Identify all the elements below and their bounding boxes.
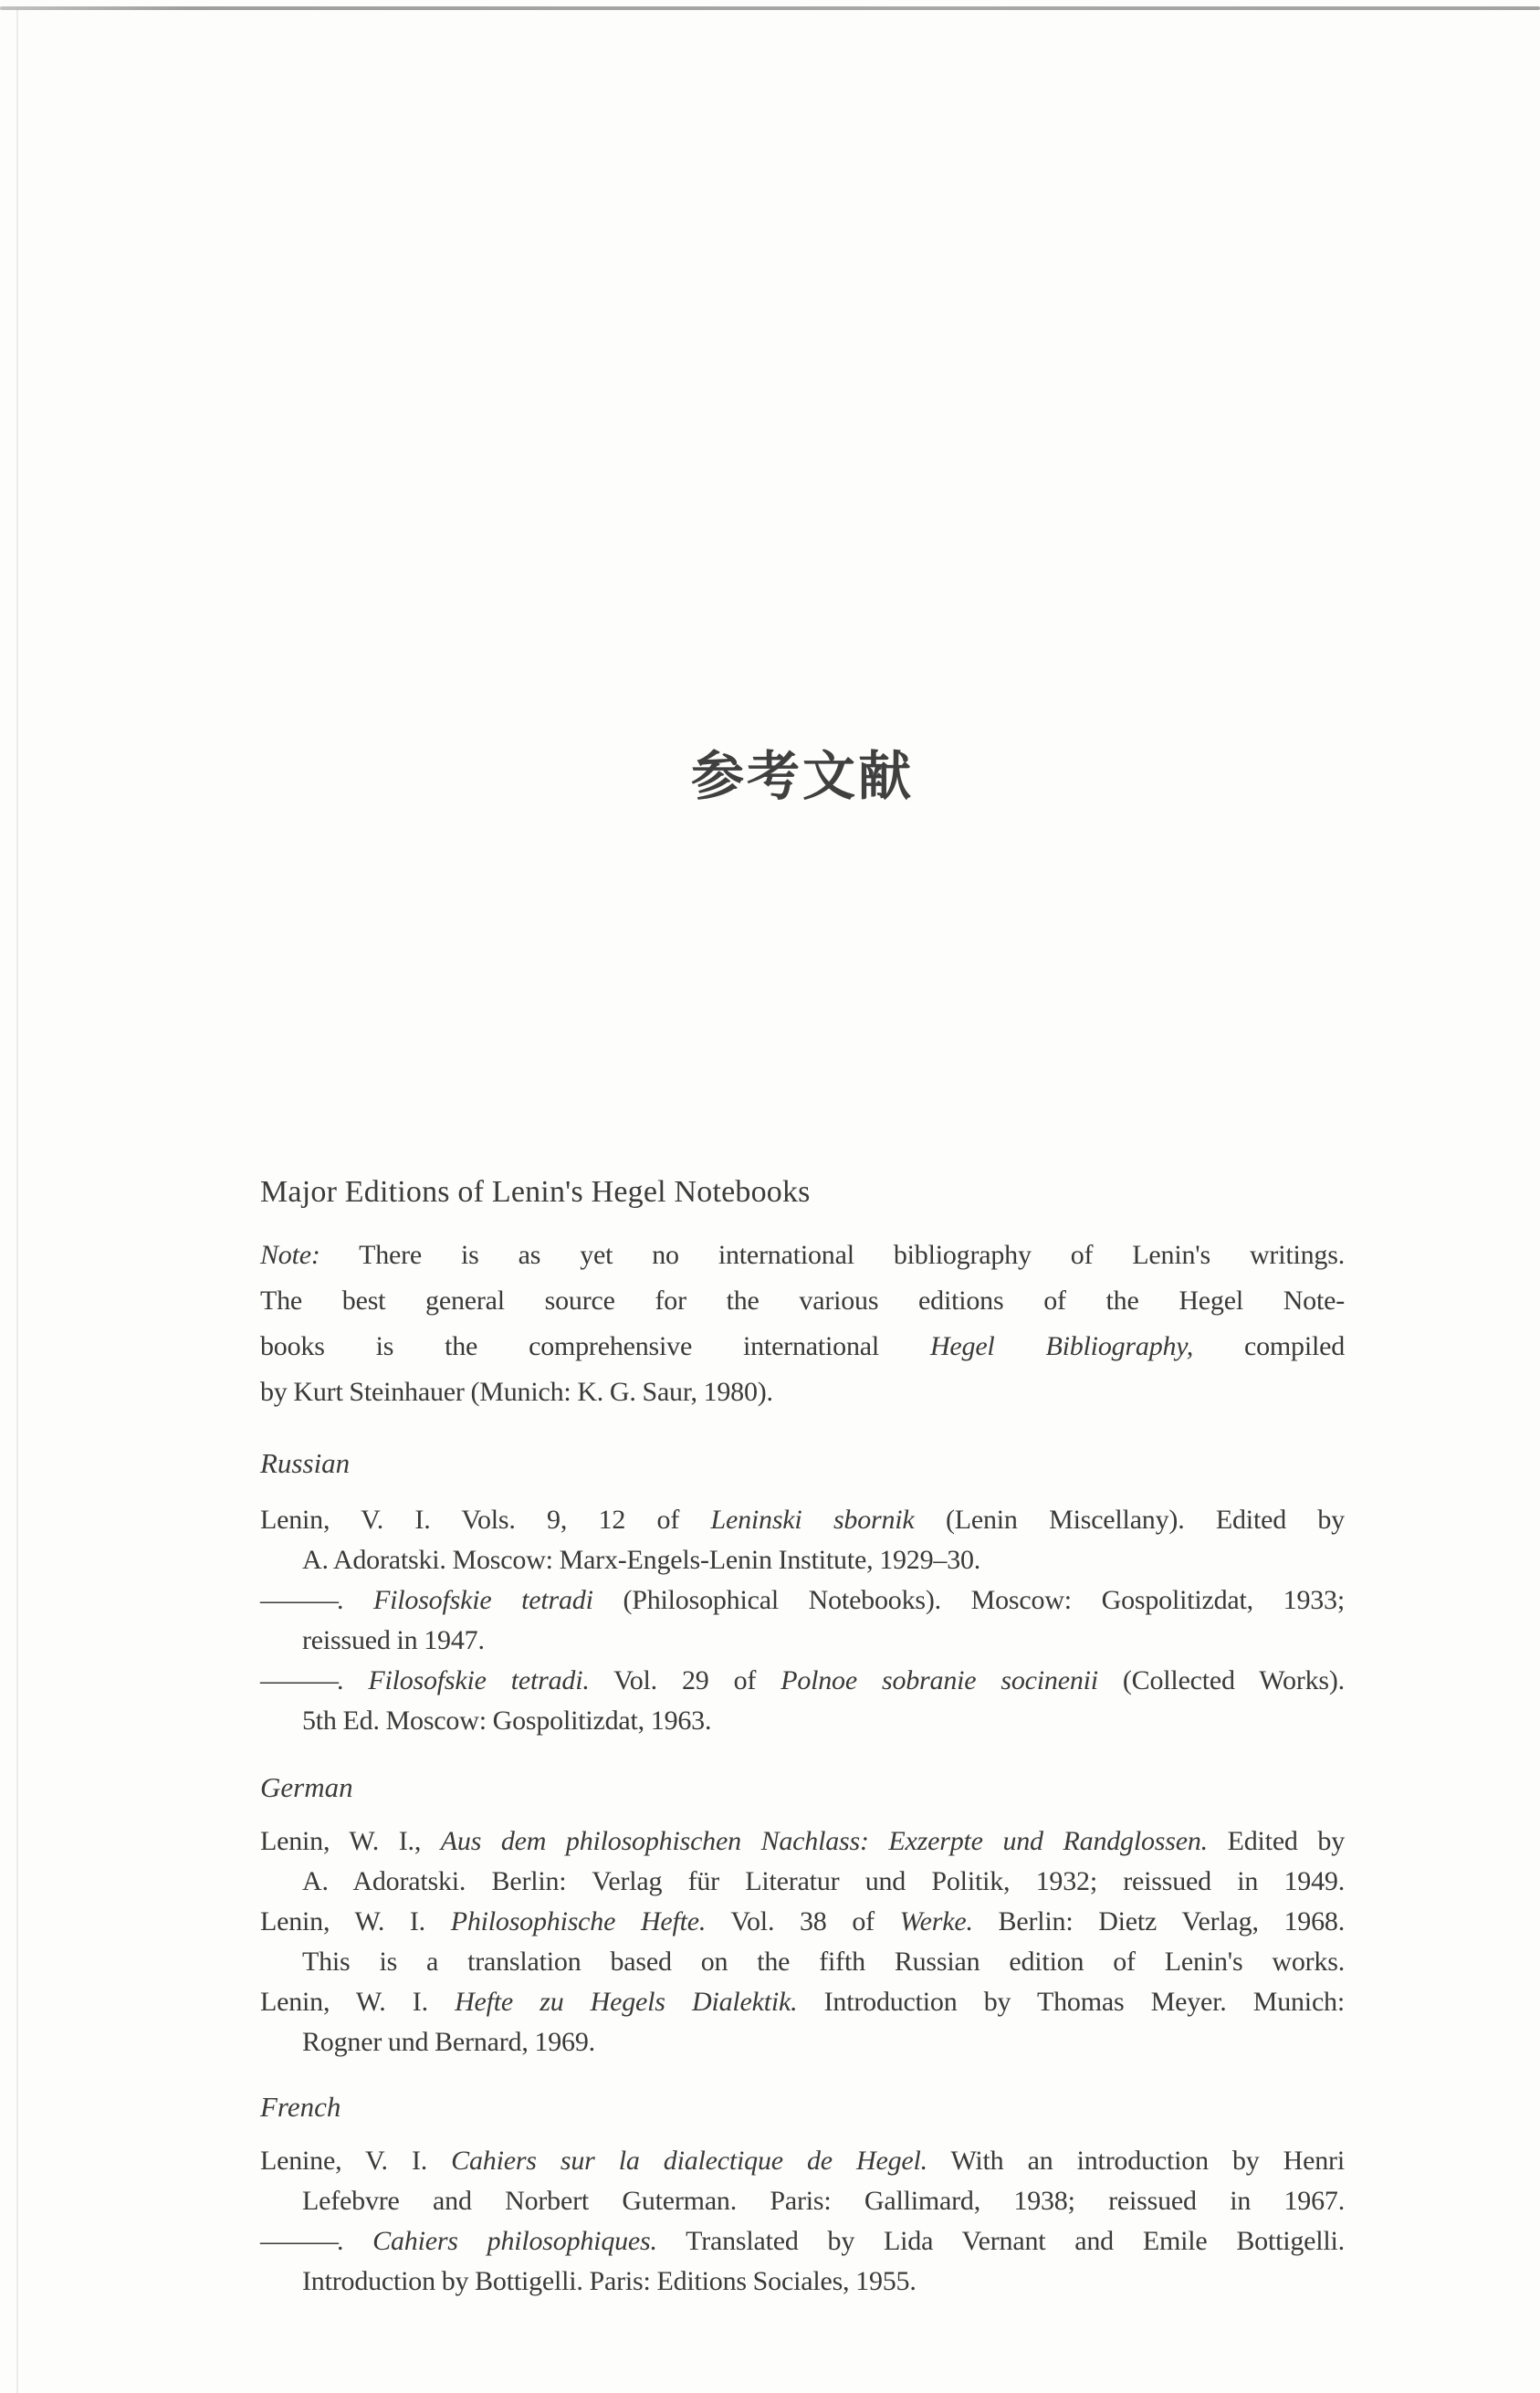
note-line (260, 1233, 1345, 1278)
work-title-segment: Aus dem philosophischen Nachlass: Exzerpte und Randglossen. (440, 1826, 1208, 1856)
bib-line (260, 1902, 1345, 1942)
bibliography-heading: Major Editions of Lenin's Hegel Notebooks (260, 1175, 811, 1209)
bib-line (260, 2181, 1345, 2221)
text-segment: Lenin, W. I. (260, 1906, 451, 1936)
work-title-segment: Filosofskie tetradi (373, 1585, 593, 1615)
author-ditto-dash: ——— (260, 1665, 337, 1695)
note-line (260, 1324, 1345, 1370)
text-segment: . (337, 1585, 373, 1615)
text-segment: compiled (1193, 1331, 1346, 1361)
bib-line (260, 1821, 1345, 1862)
page-title: 参考文献 (690, 745, 914, 807)
text-segment: 5th Ed. Moscow: Gospolitizdat, 1963. (302, 1706, 712, 1736)
text-segment: There is as yet no international bibliography of Lenin's writings. (320, 1240, 1345, 1270)
author-ditto-dash: ——— (260, 2226, 337, 2256)
bib-line (260, 1862, 1345, 1902)
work-title-segment: Hegel Bibliography, (929, 1331, 1194, 1361)
text-segment: With an introduction by Henri (927, 2146, 1345, 2176)
work-title-segment: Werke. (899, 1906, 973, 1936)
text-segment: Lenin, W. I. (260, 1987, 456, 2017)
text-segment: Translated by Lida Vernant and Emile Bottigelli. (656, 2226, 1345, 2256)
text-segment: Lenine, V. I. (260, 2146, 452, 2176)
text-segment: Berlin: Dietz Verlag, 1968. (972, 1906, 1345, 1936)
text-segment: A. Adoratski. Berlin: Verlag für Literatur und Politik, 1932; reissued in 1949. (302, 1866, 1345, 1896)
text-segment: Rogner und Bernard, 1969. (302, 2027, 595, 2057)
work-title-segment: Cahiers sur la dialectique de Hegel. (451, 2146, 927, 2176)
text-segment: Lenin, V. I. Vols. 9, 12 of (260, 1505, 711, 1535)
bib-line (260, 1540, 1345, 1580)
text-segment: Lefebvre and Norbert Guterman. Paris: Gallimard, 1938; reissued in 1967. (302, 2186, 1345, 2216)
text-segment: Edited by (1207, 1826, 1345, 1856)
page-left-edge (16, 10, 18, 2393)
note-line (260, 1370, 1345, 1415)
work-title-segment: Cahiers philosophiques. (372, 2226, 657, 2256)
bib-line (260, 1701, 1345, 1741)
section-label-russian: Russian (260, 1447, 351, 1479)
bib-line (260, 1942, 1345, 1982)
page-content (260, 0, 1345, 2302)
text-segment: . (337, 1665, 369, 1695)
text-segment: (Lenin Miscellany). Edited by (914, 1505, 1345, 1535)
bib-line (260, 1580, 1345, 1621)
bib-line (260, 1621, 1345, 1661)
section-label-german: German (260, 1771, 353, 1803)
text-segment: reissued in 1947. (302, 1625, 485, 1655)
work-title-segment: Philosophische Hefte. (450, 1906, 707, 1936)
text-segment: . (337, 2226, 373, 2256)
work-title-segment: Hefte zu Hegels Dialektik. (455, 1987, 798, 2017)
text-segment: Vol. 38 of (706, 1906, 900, 1936)
section-label-french: French (260, 2091, 341, 2123)
work-title-segment: Note: (260, 1240, 320, 1270)
bib-line (260, 2022, 1345, 2062)
text-segment: A. Adoratski. Moscow: Marx-Engels-Lenin Institute, 1929–30. (302, 1545, 981, 1575)
author-ditto-dash: ——— (260, 1585, 337, 1615)
section-german-entries (260, 1821, 1345, 2062)
text-segment: This is a translation based on the fifth Russian edition of Lenin's works. (302, 1947, 1345, 1977)
text-segment: Lenin, W. I., (260, 1826, 441, 1856)
text-segment: by Kurt Steinhauer (Munich: K. G. Saur, 1980). (260, 1377, 773, 1407)
bib-line (260, 2221, 1345, 2262)
text-segment: Introduction by Thomas Meyer. Munich: (797, 1987, 1345, 2017)
work-title-segment: Polnoe sobranie socinenii (780, 1665, 1098, 1695)
section-french-entries (260, 2141, 1345, 2302)
text-segment: Introduction by Bottigelli. Paris: Editions Sociales, 1955. (302, 2266, 917, 2296)
bib-line (260, 2262, 1345, 2302)
bib-line (260, 1982, 1345, 2022)
bib-line (260, 1500, 1345, 1540)
bib-line (260, 2141, 1345, 2181)
text-segment: books is the comprehensive international (260, 1331, 930, 1361)
text-segment: The best general source for the various editions of the Hegel Note- (260, 1286, 1345, 1316)
work-title-segment: Filosofskie tetradi. (368, 1665, 590, 1695)
work-title-segment: Leninski sbornik (710, 1505, 915, 1535)
text-segment: Vol. 29 of (589, 1665, 781, 1695)
text-segment: (Collected Works). (1097, 1665, 1345, 1695)
section-russian-entries (260, 1500, 1345, 1741)
text-segment: (Philosophical Notebooks). Moscow: Gospolitizdat, 1933; (592, 1585, 1345, 1615)
note-line (260, 1278, 1345, 1324)
bib-line (260, 1661, 1345, 1701)
note-paragraph (260, 1233, 1345, 1415)
